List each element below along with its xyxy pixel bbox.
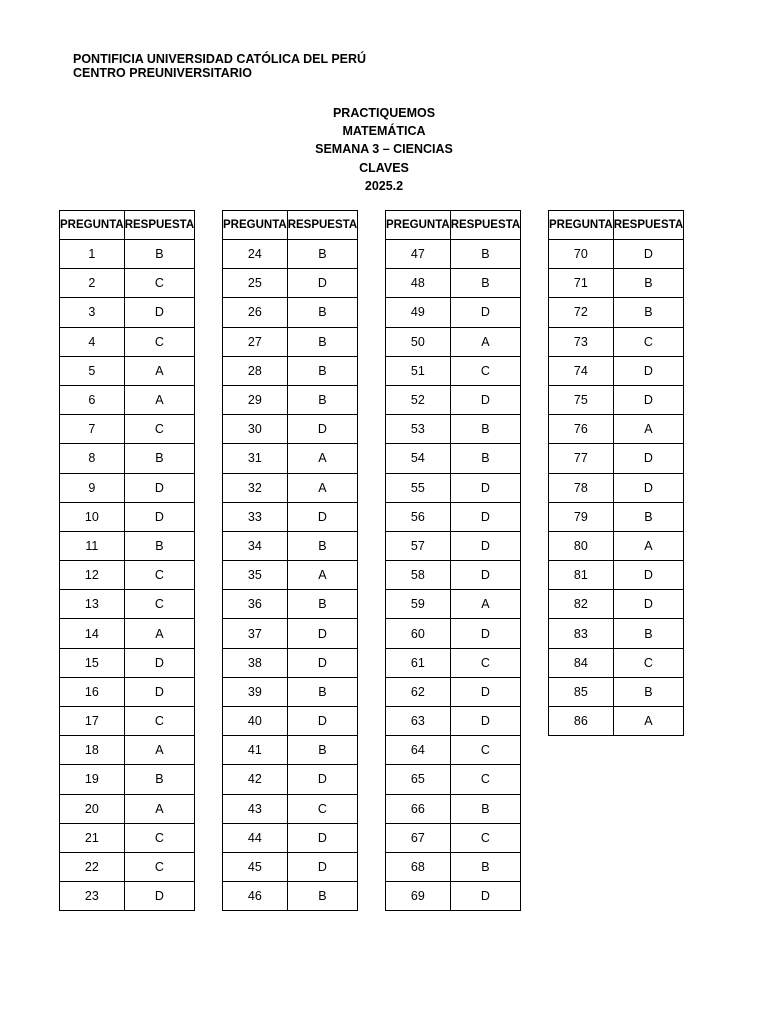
answer-letter: D	[613, 385, 683, 414]
answer-letter: B	[613, 619, 683, 648]
question-number: 13	[60, 590, 125, 619]
table-row	[386, 561, 521, 590]
answer-letter: D	[450, 619, 520, 648]
table-row	[60, 415, 195, 444]
table-row	[223, 473, 358, 502]
table-row	[549, 269, 684, 298]
table-row	[386, 473, 521, 502]
question-number: 14	[60, 619, 125, 648]
answer-letter: B	[124, 531, 194, 560]
answer-letter: B	[287, 531, 357, 560]
answer-letter: D	[450, 707, 520, 736]
question-number: 51	[386, 356, 451, 385]
answer-letter: B	[287, 356, 357, 385]
title-practiquemos: PRACTIQUEMOS	[332, 106, 436, 120]
answer-letter: C	[613, 648, 683, 677]
question-number: 7	[60, 415, 125, 444]
table-row	[386, 415, 521, 444]
table-row	[60, 240, 195, 269]
table-row	[223, 385, 358, 414]
question-number: 39	[223, 677, 288, 706]
table-row	[549, 561, 684, 590]
table-row	[549, 327, 684, 356]
answer-letter: D	[613, 561, 683, 590]
answer-letter: D	[287, 415, 357, 444]
answer-letter: B	[613, 298, 683, 327]
answer-letter: D	[450, 677, 520, 706]
question-number: 74	[549, 356, 614, 385]
answer-letter: D	[287, 502, 357, 531]
table-row	[223, 794, 358, 823]
question-number: 41	[223, 736, 288, 765]
answer-letter: D	[450, 561, 520, 590]
answer-letter: C	[124, 707, 194, 736]
table-row	[549, 531, 684, 560]
answer-letter: A	[287, 444, 357, 473]
answer-letter: A	[287, 561, 357, 590]
table-row	[223, 852, 358, 881]
answer-letter: B	[450, 852, 520, 881]
table-row	[549, 619, 684, 648]
answer-letter: D	[450, 882, 520, 911]
table-row	[60, 619, 195, 648]
table-row	[223, 415, 358, 444]
answer-letter: B	[287, 327, 357, 356]
answer-letter: D	[124, 502, 194, 531]
table-row	[549, 648, 684, 677]
table-row	[223, 444, 358, 473]
question-number: 79	[549, 502, 614, 531]
table-row	[223, 677, 358, 706]
answer-letter: C	[124, 269, 194, 298]
answer-letter: D	[287, 269, 357, 298]
question-number: 12	[60, 561, 125, 590]
answer-letter: C	[450, 736, 520, 765]
question-number: 8	[60, 444, 125, 473]
question-number: 48	[386, 269, 451, 298]
answer-letter: D	[450, 502, 520, 531]
table-row	[60, 327, 195, 356]
answer-letter: D	[287, 823, 357, 852]
table-row	[386, 707, 521, 736]
question-number: 61	[386, 648, 451, 677]
question-number: 30	[223, 415, 288, 444]
table-row	[386, 327, 521, 356]
question-number: 25	[223, 269, 288, 298]
table-row	[549, 415, 684, 444]
answer-letter: A	[124, 736, 194, 765]
question-number: 1	[60, 240, 125, 269]
answer-letter: A	[124, 794, 194, 823]
answer-block-1	[59, 210, 195, 911]
table-row	[60, 677, 195, 706]
answer-letter: D	[450, 298, 520, 327]
question-number: 53	[386, 415, 451, 444]
table-row	[386, 765, 521, 794]
header-row	[223, 211, 358, 240]
question-number: 20	[60, 794, 125, 823]
question-number: 29	[223, 385, 288, 414]
table-row	[386, 531, 521, 560]
column-header-answer: RESPUESTA	[287, 211, 357, 240]
table-row	[223, 561, 358, 590]
question-number: 35	[223, 561, 288, 590]
table-row	[549, 240, 684, 269]
question-number: 38	[223, 648, 288, 677]
answer-letter: A	[124, 356, 194, 385]
table-row	[386, 269, 521, 298]
question-number: 85	[549, 677, 614, 706]
answer-letter: A	[450, 590, 520, 619]
answer-letter: D	[124, 298, 194, 327]
table-row	[386, 852, 521, 881]
table-row	[386, 356, 521, 385]
question-number: 24	[223, 240, 288, 269]
answer-letter: B	[287, 298, 357, 327]
answer-letter: A	[124, 385, 194, 414]
table-row	[223, 823, 358, 852]
question-number: 82	[549, 590, 614, 619]
question-number: 58	[386, 561, 451, 590]
column-header-question: PREGUNTA	[549, 211, 614, 240]
answer-letter: C	[124, 415, 194, 444]
column-header-answer: RESPUESTA	[124, 211, 194, 240]
question-number: 73	[549, 327, 614, 356]
table-row	[60, 385, 195, 414]
title-subject: MATEMÁTICA	[342, 124, 426, 139]
table-row	[386, 677, 521, 706]
table-row	[60, 444, 195, 473]
question-number: 66	[386, 794, 451, 823]
table-row	[60, 473, 195, 502]
answer-letter: C	[124, 327, 194, 356]
answer-letter: C	[450, 765, 520, 794]
answer-letter: A	[613, 531, 683, 560]
table-row	[60, 736, 195, 765]
document-titles	[0, 104, 768, 195]
table-row	[60, 561, 195, 590]
question-number: 56	[386, 502, 451, 531]
answer-letter: D	[287, 765, 357, 794]
question-number: 21	[60, 823, 125, 852]
table-row	[60, 707, 195, 736]
table-row	[386, 385, 521, 414]
question-number: 77	[549, 444, 614, 473]
table-row	[386, 794, 521, 823]
question-number: 78	[549, 473, 614, 502]
answer-letter: C	[613, 327, 683, 356]
question-number: 4	[60, 327, 125, 356]
table-row	[223, 765, 358, 794]
question-number: 45	[223, 852, 288, 881]
table-row	[386, 298, 521, 327]
table-row	[549, 356, 684, 385]
question-number: 32	[223, 473, 288, 502]
answer-block-3	[385, 210, 521, 911]
answer-letter: B	[450, 269, 520, 298]
question-number: 64	[386, 736, 451, 765]
answer-letter: D	[613, 356, 683, 385]
answer-letter: D	[124, 473, 194, 502]
table-row	[223, 882, 358, 911]
answer-letter: D	[287, 707, 357, 736]
table-row	[223, 619, 358, 648]
table-row	[549, 385, 684, 414]
table-row	[223, 240, 358, 269]
question-number: 81	[549, 561, 614, 590]
question-number: 23	[60, 882, 125, 911]
table-row	[60, 531, 195, 560]
question-number: 46	[223, 882, 288, 911]
answer-letter: B	[287, 590, 357, 619]
table-row	[60, 502, 195, 531]
question-number: 9	[60, 473, 125, 502]
question-number: 72	[549, 298, 614, 327]
question-number: 28	[223, 356, 288, 385]
question-number: 40	[223, 707, 288, 736]
table-row	[223, 590, 358, 619]
column-header-question: PREGUNTA	[60, 211, 125, 240]
answer-letter: D	[613, 444, 683, 473]
table-row	[223, 531, 358, 560]
question-number: 11	[60, 531, 125, 560]
answer-letter: B	[287, 385, 357, 414]
answer-letter: D	[287, 648, 357, 677]
answer-letter: D	[124, 677, 194, 706]
question-number: 36	[223, 590, 288, 619]
header-row	[386, 211, 521, 240]
table-row	[60, 298, 195, 327]
table-row	[549, 298, 684, 327]
table-row	[223, 648, 358, 677]
answer-letter: D	[124, 882, 194, 911]
question-number: 54	[386, 444, 451, 473]
answer-letter: B	[450, 240, 520, 269]
answer-letter: C	[124, 852, 194, 881]
title-week: SEMANA 3 – CIENCIAS	[315, 142, 453, 157]
question-number: 10	[60, 502, 125, 531]
table-row	[223, 707, 358, 736]
question-number: 37	[223, 619, 288, 648]
table-row	[60, 823, 195, 852]
table-row	[60, 882, 195, 911]
title-keys: CLAVES	[359, 160, 409, 175]
question-number: 16	[60, 677, 125, 706]
question-number: 44	[223, 823, 288, 852]
question-number: 80	[549, 531, 614, 560]
question-number: 5	[60, 356, 125, 385]
question-number: 3	[60, 298, 125, 327]
answer-block-2	[222, 210, 358, 911]
column-header-answer: RESPUESTA	[613, 211, 683, 240]
question-number: 63	[386, 707, 451, 736]
question-number: 49	[386, 298, 451, 327]
answer-letter: B	[450, 415, 520, 444]
answer-block-4	[548, 210, 684, 736]
question-number: 84	[549, 648, 614, 677]
answer-letter: D	[613, 240, 683, 269]
answer-letter: A	[287, 473, 357, 502]
question-number: 75	[549, 385, 614, 414]
question-number: 34	[223, 531, 288, 560]
answer-letter: D	[287, 619, 357, 648]
answer-letter: C	[450, 648, 520, 677]
question-number: 19	[60, 765, 125, 794]
table-row	[223, 502, 358, 531]
table-row	[60, 269, 195, 298]
question-number: 27	[223, 327, 288, 356]
question-number: 47	[386, 240, 451, 269]
answer-letter: C	[450, 823, 520, 852]
table-row	[60, 356, 195, 385]
table-row	[386, 882, 521, 911]
question-number: 52	[386, 385, 451, 414]
question-number: 60	[386, 619, 451, 648]
answer-letter: B	[613, 502, 683, 531]
question-number: 71	[549, 269, 614, 298]
answer-letter: B	[124, 240, 194, 269]
question-number: 31	[223, 444, 288, 473]
question-number: 22	[60, 852, 125, 881]
column-header-question: PREGUNTA	[386, 211, 451, 240]
answer-letter: B	[287, 240, 357, 269]
answer-letter: C	[124, 561, 194, 590]
table-row	[60, 648, 195, 677]
answer-letter: B	[287, 677, 357, 706]
answer-letter: A	[450, 327, 520, 356]
table-row	[386, 736, 521, 765]
answer-letter: C	[124, 590, 194, 619]
question-number: 15	[60, 648, 125, 677]
table-row	[386, 444, 521, 473]
table-row	[60, 852, 195, 881]
table-row	[223, 736, 358, 765]
answer-letter: D	[450, 531, 520, 560]
table-row	[549, 677, 684, 706]
answer-letter: B	[450, 794, 520, 823]
answer-letter: B	[287, 736, 357, 765]
question-number: 50	[386, 327, 451, 356]
question-number: 59	[386, 590, 451, 619]
table-row	[223, 356, 358, 385]
question-number: 76	[549, 415, 614, 444]
institution-name: PONTIFICIA UNIVERSIDAD CATÓLICA DEL PERÚ	[73, 52, 367, 66]
table-row	[60, 590, 195, 619]
table-row	[386, 240, 521, 269]
institution-header	[73, 52, 366, 80]
answer-letter: D	[450, 385, 520, 414]
question-number: 67	[386, 823, 451, 852]
title-term: 2025.2	[364, 178, 404, 193]
table-row	[60, 794, 195, 823]
question-number: 70	[549, 240, 614, 269]
answer-letter: B	[613, 269, 683, 298]
question-number: 86	[549, 707, 614, 736]
answer-letter: C	[450, 356, 520, 385]
table-row	[549, 590, 684, 619]
answer-letter: B	[124, 765, 194, 794]
answer-letter: B	[287, 882, 357, 911]
answer-letter: D	[124, 648, 194, 677]
question-number: 68	[386, 852, 451, 881]
table-row	[60, 765, 195, 794]
answer-letter: D	[613, 590, 683, 619]
answer-letter: C	[124, 823, 194, 852]
question-number: 17	[60, 707, 125, 736]
table-row	[223, 298, 358, 327]
header-row	[549, 211, 684, 240]
answer-letter: B	[613, 677, 683, 706]
question-number: 69	[386, 882, 451, 911]
answer-letter: B	[450, 444, 520, 473]
question-number: 65	[386, 765, 451, 794]
table-row	[386, 648, 521, 677]
table-row	[549, 444, 684, 473]
answer-letter: A	[124, 619, 194, 648]
table-row	[549, 707, 684, 736]
column-header-answer: RESPUESTA	[450, 211, 520, 240]
question-number: 2	[60, 269, 125, 298]
question-number: 42	[223, 765, 288, 794]
header-row	[60, 211, 195, 240]
answer-letter: A	[613, 415, 683, 444]
answer-letter: D	[450, 473, 520, 502]
table-row	[386, 823, 521, 852]
question-number: 83	[549, 619, 614, 648]
question-number: 55	[386, 473, 451, 502]
table-row	[223, 269, 358, 298]
question-number: 18	[60, 736, 125, 765]
answer-letter: D	[287, 852, 357, 881]
answer-letter: A	[613, 707, 683, 736]
table-row	[386, 502, 521, 531]
table-row	[386, 590, 521, 619]
question-number: 33	[223, 502, 288, 531]
table-row	[386, 619, 521, 648]
question-number: 43	[223, 794, 288, 823]
question-number: 62	[386, 677, 451, 706]
question-number: 57	[386, 531, 451, 560]
question-number: 6	[60, 385, 125, 414]
question-number: 26	[223, 298, 288, 327]
table-row	[549, 502, 684, 531]
center-name: CENTRO PREUNIVERSITARIO	[73, 66, 252, 80]
column-header-question: PREGUNTA	[223, 211, 288, 240]
table-row	[549, 473, 684, 502]
answer-letter: D	[613, 473, 683, 502]
answer-letter: B	[124, 444, 194, 473]
table-row	[223, 327, 358, 356]
answer-letter: C	[287, 794, 357, 823]
